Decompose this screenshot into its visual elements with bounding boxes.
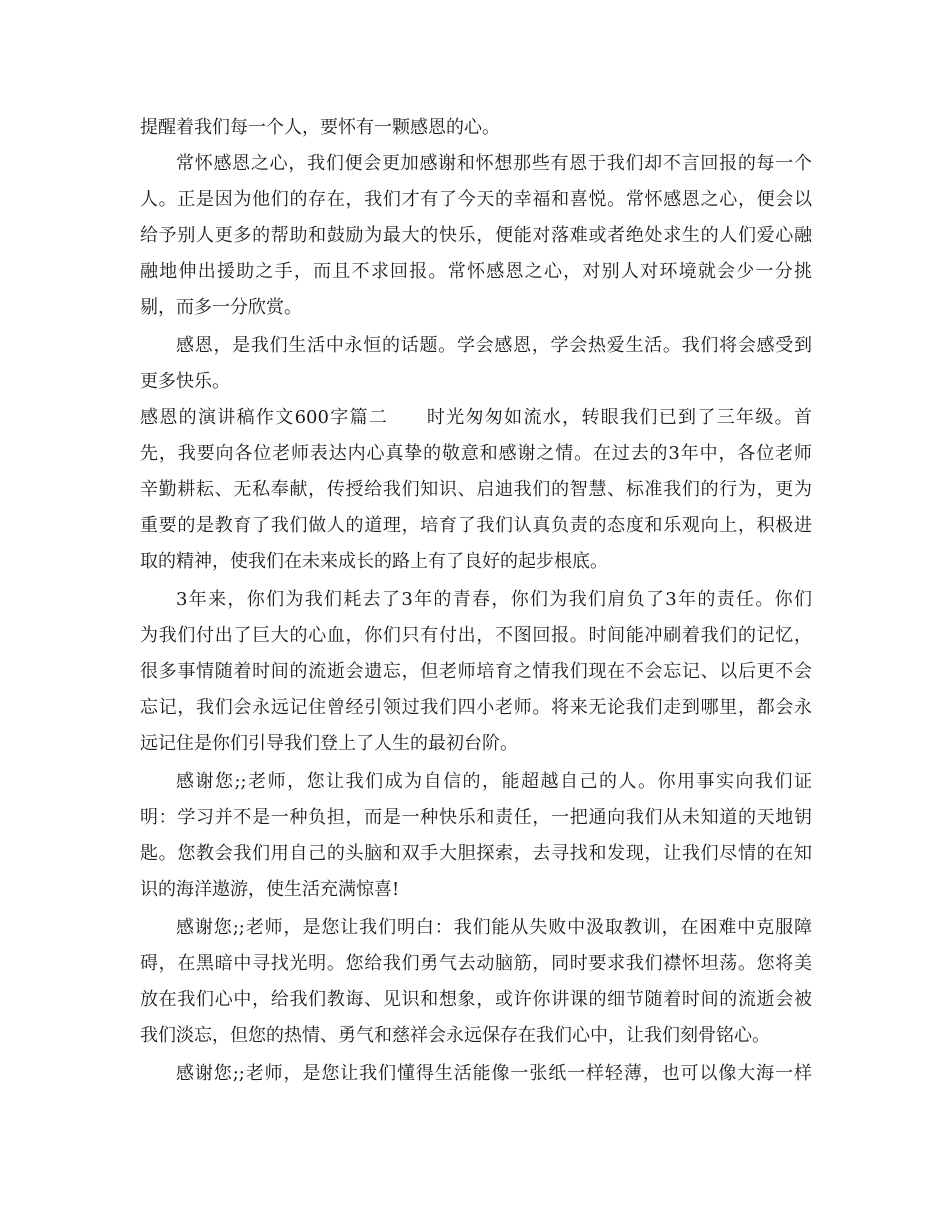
text-line: 重要的是教育了我们做人的道理，培育了我们认真负责的态度和乐观向上，积极进 bbox=[140, 515, 812, 536]
text-line: 识的海洋遨游，使生活充满惊喜! bbox=[140, 879, 400, 900]
text-line: 忘记，我们会永远记住曾经引领过我们四小老师。将来无论我们走到哪里，都会永 bbox=[140, 697, 812, 718]
text-line: 给予别人更多的帮助和鼓励为最大的快乐，便能对落难或者绝处求生的人们爱心融 bbox=[140, 225, 812, 246]
text-line: 为我们付出了巨大的心血，你们只有付出，不图回报。时间能冲刷着我们的记忆， bbox=[140, 625, 812, 646]
text-line: 辛勤耕耘、无私奉献，传授给我们知识、启迪我们的智慧、标准我们的行为，更为 bbox=[140, 479, 812, 500]
section-heading-line: 感恩的演讲稿作文600字篇二 时光匆匆如流水，转眼我们已到了三年级。首 bbox=[140, 407, 812, 428]
paragraph-first-line: 感谢您;;老师，您让我们成为自信的，能超越自己的人。你用事实向我们证 bbox=[176, 771, 812, 792]
text-line: 远记住是你们引导我们登上了人生的最初台阶。 bbox=[140, 733, 518, 754]
text-line: 明：学习并不是一种负担，而是一种快乐和责任，一把通向我们从未知道的天地钥 bbox=[140, 807, 812, 828]
text-line: 先，我要向各位老师表达内心真挚的敬意和感谢之情。在过去的3年中，各位老师 bbox=[140, 443, 812, 464]
text-line: 更多快乐。 bbox=[140, 371, 230, 392]
text-line: 剔，而多一分欣赏。 bbox=[140, 297, 302, 318]
text-line: 取的精神，使我们在未来成长的路上有了良好的起步根底。 bbox=[140, 551, 608, 572]
paragraph-first-line: 3年来，你们为我们耗去了3年的青春，你们为我们肩负了3年的责任。你们 bbox=[176, 589, 812, 610]
paragraph-first-line: 感恩，是我们生活中永恒的话题。学会感恩，学会热爱生活。我们将会感受到 bbox=[176, 335, 812, 356]
text-line: 人。正是因为他们的存在，我们才有了今天的幸福和喜悦。常怀感恩之心，便会以 bbox=[140, 189, 812, 210]
text-line: 提醒着我们每一个人，要怀有一颗感恩的心。 bbox=[140, 117, 500, 138]
text-line: 放在我们心中，给我们教诲、见识和想象，或许你讲课的细节随着时间的流逝会被 bbox=[140, 989, 812, 1010]
paragraph-first-line: 感谢您;;老师，是您让我们明白：我们能从失败中汲取教训，在困难中克服障 bbox=[176, 917, 812, 938]
paragraph-first-line: 常怀感恩之心，我们便会更加感谢和怀想那些有恩于我们却不言回报的每一个 bbox=[176, 153, 812, 174]
text-line: 我们淡忘，但您的热情、勇气和慈祥会永远保存在我们心中，让我们刻骨铭心。 bbox=[140, 1025, 770, 1046]
text-line: 融地伸出援助之手，而且不求回报。常怀感恩之心，对别人对环境就会少一分挑 bbox=[140, 261, 812, 282]
text-line: 很多事情随着时间的流逝会遗忘，但老师培育之情我们现在不会忘记、以后更不会 bbox=[140, 661, 812, 682]
paragraph-first-line: 感谢您;;老师，是您让我们懂得生活能像一张纸一样轻薄，也可以像大海一样 bbox=[176, 1063, 812, 1084]
text-line: 匙。您教会我们用自己的头脑和双手大胆探索，去寻找和发现，让我们尽情的在知 bbox=[140, 843, 812, 864]
text-line: 碍，在黑暗中寻找光明。您给我们勇气去动脑筋，同时要求我们襟怀坦荡。您将美 bbox=[140, 953, 812, 974]
